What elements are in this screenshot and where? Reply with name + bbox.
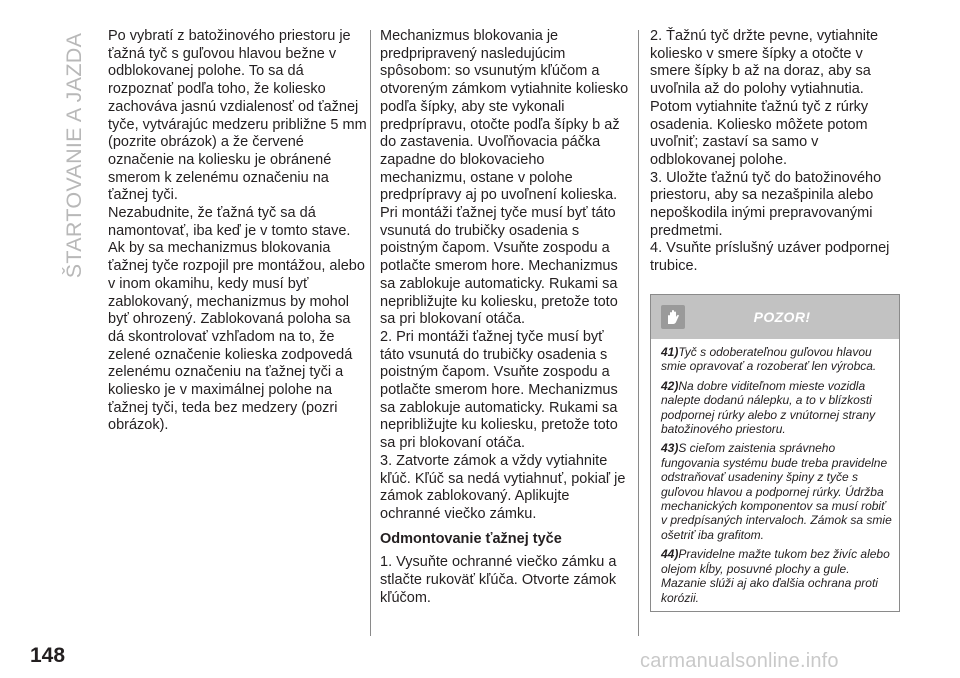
- warning-item-text: Na dobre viditeľnom mieste vozidla nalepte dodanú nálepku, a to v blízkosti podpornej rúrky alebo z vnútornej strany batožinového priestoru.: [661, 378, 876, 437]
- paragraph: 1. Vysuňte ochranné viečko zámku a stlačte rukoväť kľúča. Otvorte zámok kľúčom.: [380, 554, 617, 606]
- warning-item-number: 44): [661, 547, 679, 562]
- warning-item: [661, 441, 893, 542]
- paragraph: Mechanizmus blokovania je predpripravený nasledujúcim spôsobom: so vsunutým kľúčom a otvoreným zámkom vytiahnite koliesko podľa šípky, aby ste vykonali predprípravu, otočte podľa šípky b až do zastavenia. Uvoľňovacia páčka zapadne do blokovacieho mechanizmu, ostane v polohe predprípravy aj po uvoľnení kolieska. Pri montáži ťažnej tyče musí byť táto vsunutá do trubičky osadenia s poistným čapom. Vsuňte zospodu a potlačte smerom hore. Mechanizmus sa zablokuje automaticky. Rukami sa nepribližujte ku koliesku, pretože toto sa pri blokovaní otáča.: [380, 28, 629, 328]
- hand-warning-icon: [661, 305, 685, 329]
- warning-item-number: 42): [661, 378, 679, 393]
- paragraph: 4. Vsuňte príslušný uzáver podpornej trubice.: [650, 240, 890, 275]
- text-column-2: [380, 28, 630, 608]
- watermark: carmanualsonline.info: [640, 650, 839, 672]
- paragraph: Nezabudnite, že ťažná tyč sa dá namontovať, iba keď je v tomto stave. Ak by sa mechanizmus blokovania ťažnej tyče rozpojil pre montážou, alebo v inom okamihu, kedy musí byť zablokovaný, mechanizmus by mohol byť ohrozený. Zablokovaná poloha sa dá skontrolovať vzhľadom na to, že zelené označenie kolieska zodpovedá zelenému označeniu na ťažnej tyči a koliesko je v maximálnej polohe na ťažnej tyči, teda bez medzery (pozri obrázok).: [108, 205, 365, 434]
- warning-item-text: Pravidelne mažte tukom bez živíc alebo olejom kĺby, posuvné plochy a gule. Mazanie slúži aj ako ďalšia ochrana proti korózii.: [661, 547, 890, 605]
- column-divider: [638, 30, 639, 636]
- text-column-1: [108, 28, 370, 435]
- paragraph: 2. Ťažnú tyč držte pevne, vytiahnite koliesko v smere šípky a otočte v smere šípky b až na doraz, aby sa uvoľnila až do polohy vytiahnutia. Potom vytiahnite ťažnú tyč z rúrky osadenia. Koliesko môžete potom uvoľniť; zastaví sa samo v odblokovanej polohe.: [650, 28, 879, 168]
- warning-item-text: S cieľom zaistenia správneho fungovania systému bude treba pravidelne odstraňovať usadeniny špiny z tyče s guľovou hlavou a podpornej rúrky. Údržba mechanických komponentov sa musí robiť v predpísaných intervaloch. Zámok sa smie ošetriť iba grafitom.: [661, 441, 892, 542]
- warning-item: [661, 379, 893, 437]
- paragraph: 3. Uložte ťažnú tyč do batožinového priestoru, aby sa nezašpinila alebo nepoškodila inými prepravovanými predmetmi.: [650, 169, 882, 239]
- page-number: 148: [30, 644, 66, 667]
- section-heading: Odmontovanie ťažnej tyče: [380, 530, 562, 547]
- paragraph: 3. Zatvorte zámok a vždy vytiahnite kľúč. Kľúč sa nedá vytiahnuť, pokiaľ je zámok zablokovaný. Aplikujte ochranné viečko zámku.: [380, 452, 626, 522]
- section-title-text: ŠTARTOVANIE A JAZDA: [62, 32, 87, 278]
- warning-header: [651, 295, 899, 339]
- text-column-3: [650, 28, 900, 276]
- section-side-title: [60, 30, 90, 280]
- warning-item-number: 43): [661, 441, 679, 456]
- column-divider: [370, 30, 371, 636]
- warning-item-text: Tyč s odoberateľnou guľovou hlavou smie opravovať a rozoberať len výrobca.: [661, 345, 877, 374]
- paragraph: 2. Pri montáži ťažnej tyče musí byť táto vsunutá do trubičky osadenia s poistným čapom. Vsuňte zospodu a potlačte smerom hore. Mechanizmus sa zablokuje automaticky. Rukami sa nepribližujte ku koliesku, pretože toto sa pri blokovaní otáča.: [380, 328, 618, 452]
- warning-box: [650, 294, 900, 612]
- warning-item-number: 41): [661, 345, 679, 359]
- paragraph: Po vybratí z batožinového priestoru je ťažná tyč s guľovou hlavou bežne v odblokovanej polohe. To sa dá rozpoznať podľa toho, že koliesko zachováva jasnú vzdialenosť od ťažnej tyče, vytvárajúc medzeru približne 5 mm (pozrite obrázok) a že červené označenie na koliesku je obránené smerom k zelenému označeniu na ťažnej tyči.: [108, 28, 367, 204]
- warning-item: [661, 345, 893, 374]
- warning-title: POZOR!: [753, 309, 811, 325]
- warning-body: [651, 339, 899, 605]
- warning-item: [661, 547, 893, 605]
